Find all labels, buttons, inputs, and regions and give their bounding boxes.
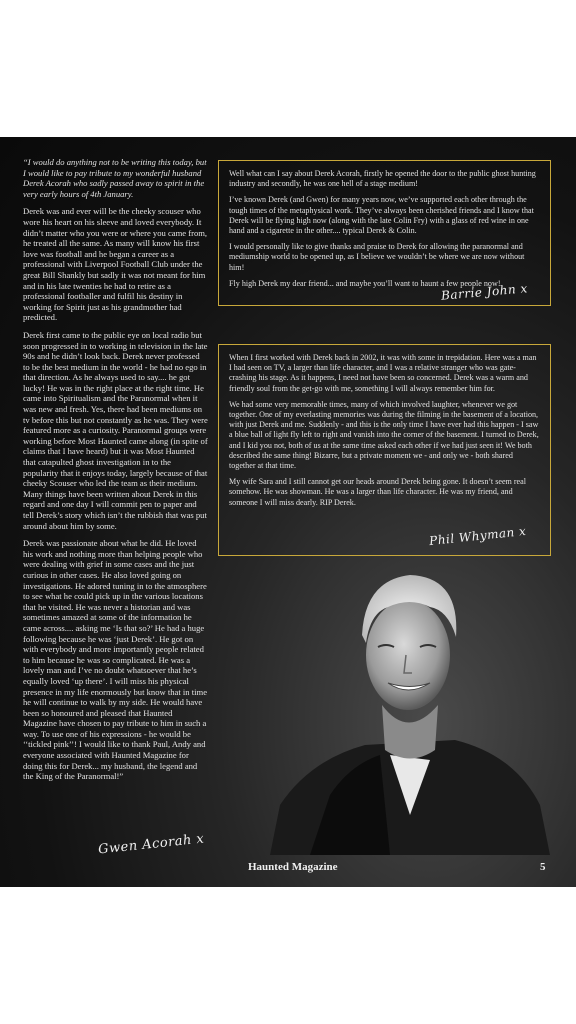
tribute-column-gwen	[23, 157, 208, 789]
page-number: 5	[540, 861, 546, 873]
signature-phil: Phil Whyman x	[428, 523, 527, 548]
intro-quote: “I would do anything not to be writing this today, but I would like to pay tribute to my wonderful husband Derek Acorah who sadly passed away to spirit in the very early hours of 4th January.	[23, 157, 207, 199]
tribute-box-phil	[218, 344, 551, 556]
paragraph: Fly high Derek my dear friend... and maybe you’ll want to haunt a few people now!	[229, 278, 501, 288]
paragraph: Derek was and ever will be the cheeky scouser who wore his heart on his sleeve and loved everybody. It didn’t matter who you were or where you came from, he treated all the same. As many will know his first love was football and he began a career as a professional with Liverpool Football Club under the great Bill Shankly but sadly it was not meant for him and in his late twenties he had to retire as a professional footballer and fulfil his destiny in working for Spirit just as his grandmother had predicted.	[23, 206, 208, 323]
signature-gwen: Gwen Acorah x	[97, 831, 206, 858]
paragraph: I’ve known Derek (and Gwen) for many years now, we’ve supported each other through the tough times of the metaphysical work. They’ve always been cherished friends and I know that Derek will be flying high now (along with the late Colin Fry) with a glass of red wine in one hand and a cigarette in the other.... typical Derek & Colin.	[229, 195, 534, 236]
paragraph: My wife Sara and I still cannot get our heads around Derek being gone. It doesn’t seem real somehow. He was showman. He was a larger than life character. He was my friend, and someone I will miss dearly. RIP Derek.	[229, 477, 526, 507]
derek-acorah-photo	[270, 555, 550, 855]
magazine-page	[0, 137, 576, 887]
signature-barrie: Barrie John x	[440, 281, 529, 303]
paragraph: I would personally like to give thanks and praise to Derek for allowing the paranormal and mediumship world to be opened up, as I believe we wouldn’t be where we are now without him!	[229, 242, 525, 272]
footer-magazine-title: Haunted Magazine	[248, 861, 338, 873]
paragraph: We had some very memorable times, many of which involved laughter, whenever we got together. One of my everlasting memories was during the filming in the basement of a location, with just Derek and me. Suddenly - and this is the only time I have ever had this happen - I saw a blue ball of light fly left to right and vanish into the corner of the basement. I turned to Derek, and I kid you not, both of us at the same time asked each other if we had just seen it! We both described the same thing! Bizarre, but a private moment we - and only we - both shared together at that time.	[229, 399, 539, 471]
paragraph: Well what can I say about Derek Acorah, firstly he opened the door to the public ghost hunting industry and secondly, he was one hell of a stage medium!	[229, 169, 536, 189]
paragraph: Derek first came to the public eye on local radio but soon progressed in to working in television in the late 90s and he didn’t look back. Derek never professed to be the best medium in the world - he had no ego in that direction. As he always used to say.... he got lucky! He was in the right place at the right time. He came into Spiritualism and the Paranormal when it was new and fresh. Yes, there had been mediums on tv before this but not constantly as he was. They were featured more as a curiosity. Paranormal groups were working before Most Haunted came along (in spite of claims that I have heard) but it was Most Haunted that catapulted ghost investigation in to the popularity that it enjoys today, largely because of that cheeky Scouser who led the team as their medium. Many things have been written about Derek in this regard and one day I will commit pen to paper and tell Derek’s story which isn’t the rubbish that was put around about him by some.	[23, 329, 208, 531]
tribute-box-barrie	[218, 160, 551, 306]
paragraph: When I first worked with Derek back in 2002, it was with some in trepidation. Here was a man I had seen on TV, a larger than life character, and I was a relative stranger who was gate-crashing his stage. As it happens, I need not have been so concerned. Derek was a warm and friendly soul from the get-go with me, something I will always remember him for.	[229, 353, 537, 393]
paragraph: Derek was passionate about what he did. He loved his work and nothing more than helping people who were dealing with grief in some cases and the just curious in other cases. He also loved going on investigations. He adored tuning in to the atmosphere to see what he could pick up in the various locations that he visited. He was never a historian and was sometimes amazed at some of the information he came across.... asking me ‘Is that so?’ He had a huge following because he was ‘just Derek’. He got on with everybody and more importantly people related to him because he was so complicated. He was a lovely man and I’ve no doubt whatsoever that he’s equally loved ‘up there’. I will miss his physical presence in my life enormously but know that in time he will continue to walk by my side. He would have been so honoured and pleased that Haunted Magazine have chosen to pay tribute to him in such a way. To use one of his expressions - he would be ‘‘tickled pink’’! I would like to thank Paul, Andy and everyone associated with Haunted Magazine for doing this for Derek... my husband, the legend and the King of the Paranormal!”	[23, 538, 208, 782]
